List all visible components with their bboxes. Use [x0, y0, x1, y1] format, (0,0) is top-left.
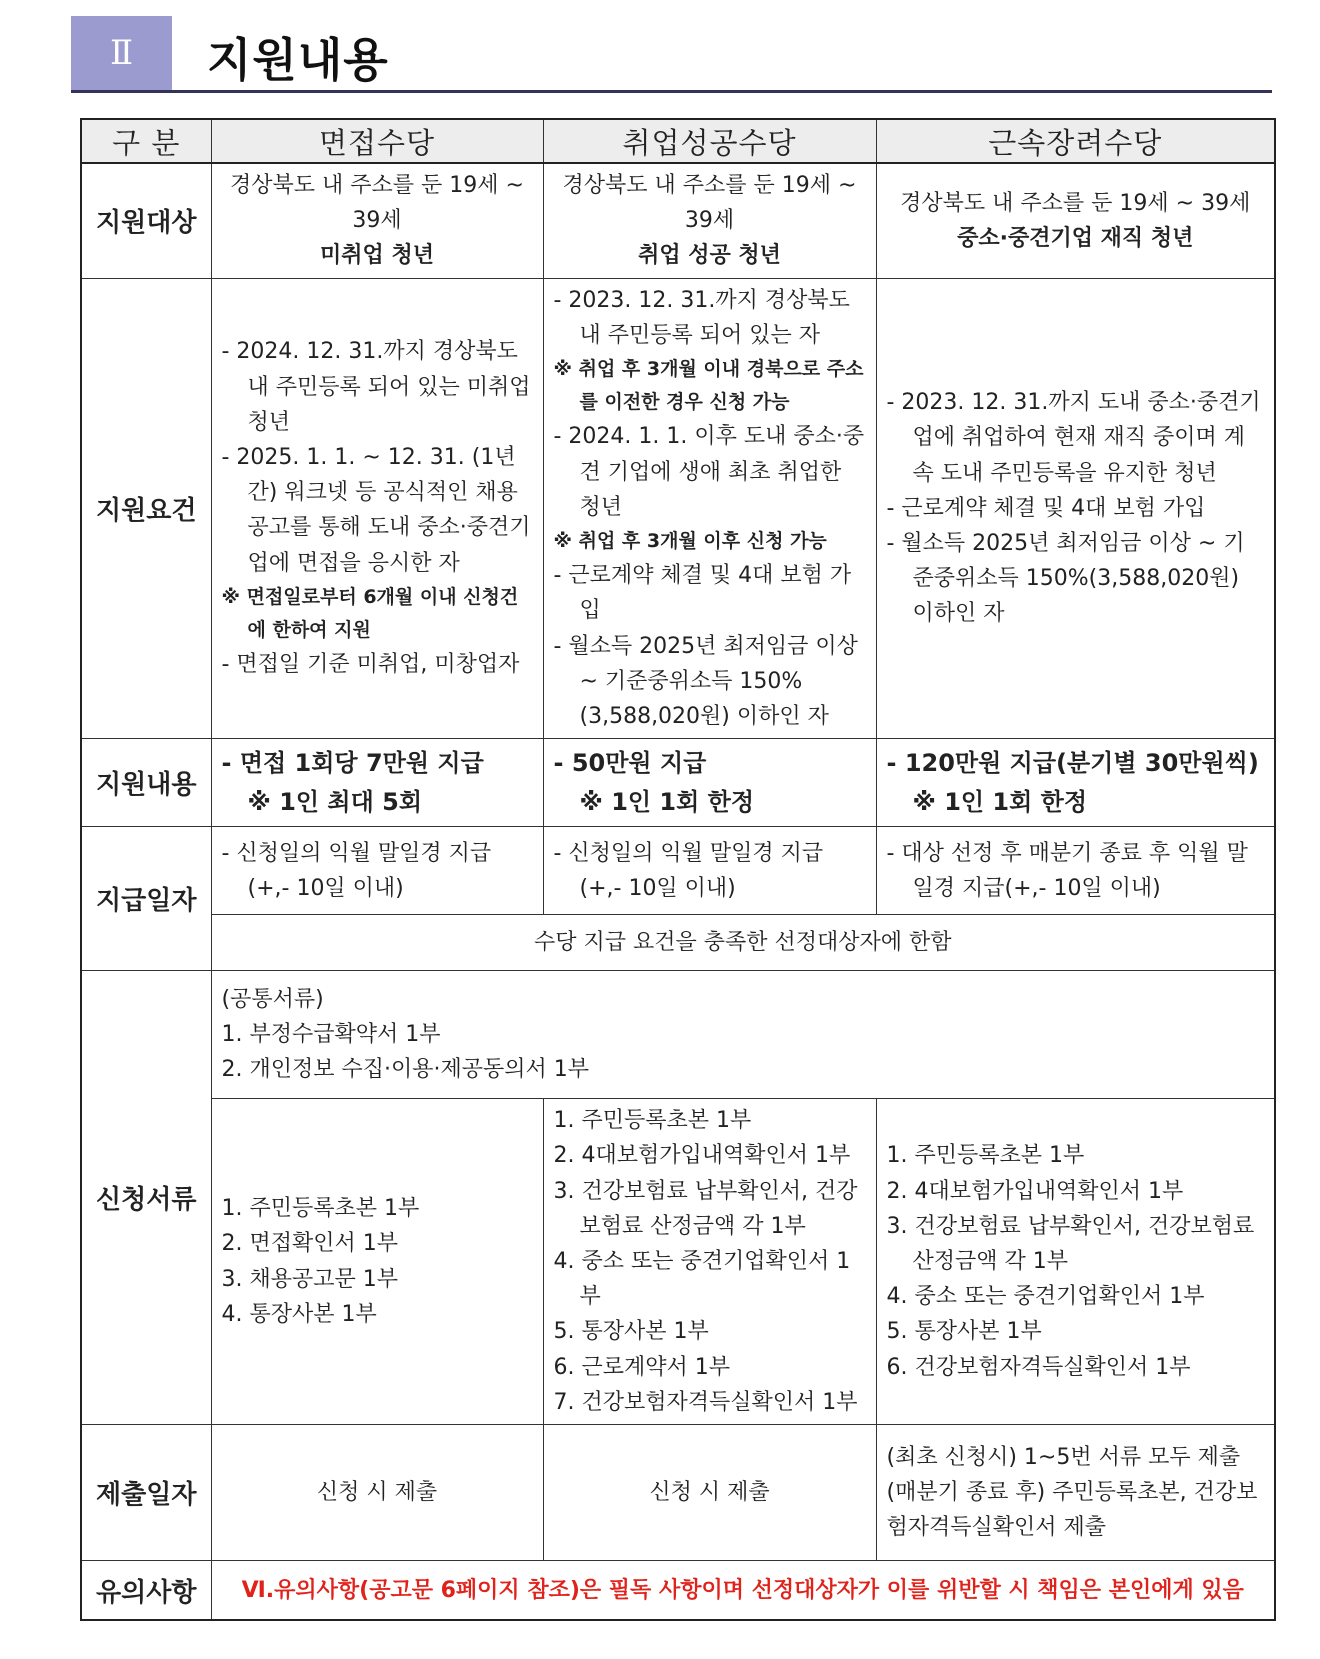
documents-employment: 1. 주민등록초본 1부 2. 4대보험가입내역확인서 1부 3. 건강보험료 납부확인서, 건강보험료 산정금액 각 1부 4. 중소 또는 중견기업확인서 1부 5. 통장사본 1부 6. 근로계약서 1부 7. 건강보험자격득실확인서 1부	[543, 1099, 876, 1425]
payment-note: 수당 지급 요건을 충족한 선정대상자에 한함	[211, 915, 1275, 971]
row-label-submission: 제출일자	[81, 1424, 211, 1560]
row-label-content: 지원내용	[81, 739, 211, 827]
section-header	[71, 16, 1271, 92]
content-employment: - 50만원 지급 ※ 1인 1회 한정	[543, 739, 876, 827]
requirements-interview: - 2024. 12. 31.까지 경상북도 내 주민등록 되어 있는 미취업 청년 - 2025. 1. 1. ~ 12. 31. (1년간) 워크넷 등 공식적인 채용공고를 통해 도내 중소·중견기업에 면접을 응시한 자 ※ 면접일로부터 6개월 이내 신청건에 한하여 지원 - 면접일 기준 미취업, 미창업자	[211, 278, 543, 739]
documents-common: (공통서류) 1. 부정수급확약서 1부 2. 개인정보 수집·이용·제공동의서 1부	[211, 971, 1275, 1099]
row-payment-note	[81, 915, 1275, 971]
row-requirements	[81, 278, 1275, 739]
content-interview: - 면접 1회당 7만원 지급 ※ 1인 최대 5회	[211, 739, 543, 827]
support-content-table	[80, 118, 1276, 1621]
row-caution	[81, 1560, 1275, 1620]
target-interview: 경상북도 내 주소를 둔 19세 ~ 39세 미취업 청년	[211, 163, 543, 278]
header-employment-success-allowance: 취업성공수당	[543, 119, 876, 163]
submission-employment: 신청 시 제출	[543, 1424, 876, 1560]
section-title: 지원내용	[207, 33, 389, 87]
header-interview-allowance: 면접수당	[211, 119, 543, 163]
requirements-tenure: - 2023. 12. 31.까지 도내 중소·중견기업에 취업하여 현재 재직 중이며 계속 도내 주민등록을 유지한 청년 - 근로계약 체결 및 4대 보험 가입 - 월소득 2025년 최저임금 이상 ~ 기준중위소득 150%(3,588,020원) 이하인 자	[876, 278, 1275, 739]
payment-tenure: - 대상 선정 후 매분기 종료 후 익월 말일경 지급(+,- 10일 이내)	[876, 827, 1275, 915]
row-label-caution: 유의사항	[81, 1560, 211, 1620]
row-label-target: 지원대상	[81, 163, 211, 278]
requirements-employment: - 2023. 12. 31.까지 경상북도 내 주민등록 되어 있는 자 ※ 취업 후 3개월 이내 경북으로 주소를 이전한 경우 신청 가능 - 2024. 1. 1. 이후 도내 중소·중견 기업에 생애 최초 취업한 청년 ※ 취업 후 3개월 이후 신청 가능 - 근로계약 체결 및 4대 보험 가입 - 월소득 2025년 최저임금 이상 ~ 기준중위소득 150%(3,588,020원) 이하인 자	[543, 278, 876, 739]
row-content	[81, 739, 1275, 827]
header-tenure-incentive-allowance: 근속장려수당	[876, 119, 1275, 163]
payment-interview: - 신청일의 익월 말일경 지급 (+,- 10일 이내)	[211, 827, 543, 915]
table-header-row	[81, 119, 1275, 163]
caution-text: Ⅵ.유의사항(공고문 6페이지 참조)은 필독 사항이며 선정대상자가 이를 위반할 시 책임은 본인에게 있음	[211, 1560, 1275, 1620]
row-label-documents: 신청서류	[81, 971, 211, 1425]
submission-interview: 신청 시 제출	[211, 1424, 543, 1560]
section-numeral-badge: Ⅱ	[71, 16, 172, 90]
row-label-payment: 지급일자	[81, 827, 211, 971]
header-underline	[71, 90, 1272, 93]
documents-interview: 1. 주민등록초본 1부 2. 면접확인서 1부 3. 채용공고문 1부 4. 통장사본 1부	[211, 1099, 543, 1425]
row-documents-common	[81, 971, 1275, 1099]
payment-employment: - 신청일의 익월 말일경 지급 (+,- 10일 이내)	[543, 827, 876, 915]
row-label-requirements: 지원요건	[81, 278, 211, 739]
row-target	[81, 163, 1275, 278]
target-employment: 경상북도 내 주소를 둔 19세 ~ 39세 취업 성공 청년	[543, 163, 876, 278]
row-submission	[81, 1424, 1275, 1560]
documents-tenure: 1. 주민등록초본 1부 2. 4대보험가입내역확인서 1부 3. 건강보험료 납부확인서, 건강보험료 산정금액 각 1부 4. 중소 또는 중견기업확인서 1부 5. 통장사본 1부 6. 건강보험자격득실확인서 1부	[876, 1099, 1275, 1425]
target-tenure: 경상북도 내 주소를 둔 19세 ~ 39세 중소·중견기업 재직 청년	[876, 163, 1275, 278]
row-documents	[81, 1099, 1275, 1425]
row-payment	[81, 827, 1275, 915]
content-tenure: - 120만원 지급(분기별 30만원씩) ※ 1인 1회 한정	[876, 739, 1275, 827]
header-category: 구 분	[81, 119, 211, 163]
submission-tenure: (최초 신청시) 1~5번 서류 모두 제출 (매분기 종료 후) 주민등록초본, 건강보험자격득실확인서 제출	[876, 1424, 1275, 1560]
